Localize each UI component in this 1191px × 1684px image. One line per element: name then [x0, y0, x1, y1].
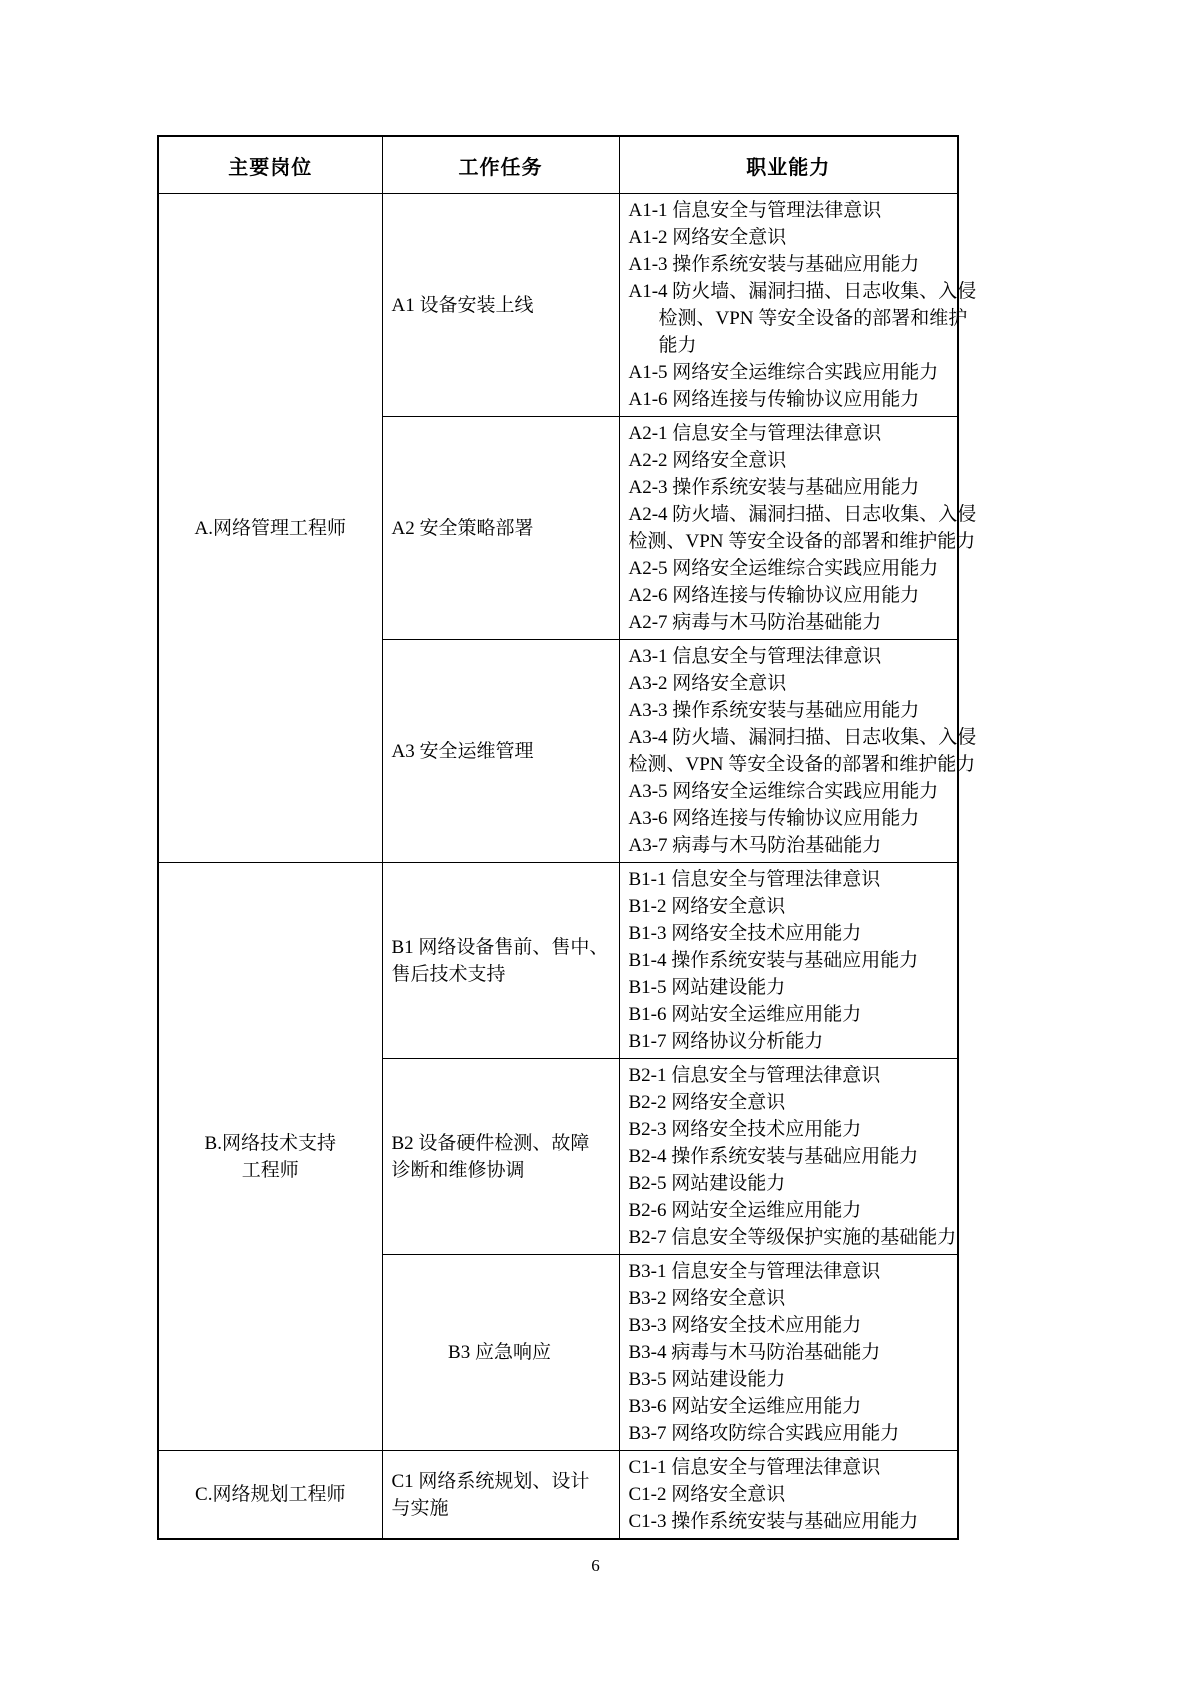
task-cell: [382, 1255, 619, 1451]
task-label: 与实施: [391, 1497, 449, 1519]
ability-cell: [619, 417, 977, 640]
ability-item: A3-6 网络连接与传输协议应用能力: [628, 808, 920, 829]
task-cell: [382, 417, 619, 640]
table-row: [158, 863, 958, 1059]
ability-cell: [619, 640, 977, 863]
position-cell: [158, 194, 382, 863]
ability-item: 检测、VPN 等安全设备的部署和维护能力: [628, 754, 976, 775]
ability-item: 能力: [658, 335, 697, 356]
ability-cell: [619, 194, 977, 417]
header-cell-ability: 职业能力: [619, 136, 958, 194]
ability-item: A1-3 操作系统安装与基础应用能力: [628, 254, 920, 275]
ability-item: B1-2 网络安全意识: [628, 896, 786, 917]
ability-cell: [619, 1451, 958, 1540]
task-label: A1 设备安装上线: [391, 294, 534, 316]
ability-item: B1-1 信息安全与管理法律意识: [628, 869, 881, 890]
ability-item: A2-6 网络连接与传输协议应用能力: [628, 585, 920, 606]
task-label: B1 网络设备售前、售中、: [391, 936, 609, 958]
ability-item: B2-7 信息安全等级保护实施的基础能力: [628, 1227, 957, 1248]
ability-item: A2-1 信息安全与管理法律意识: [628, 423, 882, 444]
ability-item: 检测、VPN 等安全设备的部署和维护能力: [628, 531, 976, 552]
table-row: [158, 194, 958, 417]
ability-item: B1-7 网络协议分析能力: [628, 1031, 824, 1052]
ability-item: A3-5 网络安全运维综合实践应用能力: [628, 781, 939, 802]
position-cell: [158, 863, 382, 1451]
page-number: 6: [591, 1556, 600, 1575]
ability-item: A3-7 病毒与木马防治基础能力: [628, 835, 882, 856]
table-row: [158, 1451, 958, 1540]
ability-item: A1-6 网络连接与传输协议应用能力: [628, 389, 920, 410]
ability-item: B3-4 病毒与木马防治基础能力: [628, 1342, 881, 1363]
ability-item: C1-1 信息安全与管理法律意识: [628, 1457, 881, 1478]
ability-item: 检测、VPN 等安全设备的部署和维护: [658, 308, 968, 329]
ability-item: A3-4 防火墙、漏洞扫描、日志收集、入侵: [628, 727, 977, 748]
skills-table: [157, 135, 977, 1540]
ability-item: B1-4 操作系统安装与基础应用能力: [628, 950, 919, 971]
ability-item: B2-2 网络安全意识: [628, 1092, 786, 1113]
ability-item: A1-2 网络安全意识: [628, 227, 787, 248]
table-header-row: [158, 136, 958, 194]
ability-item: B2-5 网站建设能力: [628, 1173, 786, 1194]
position-label: B.网络技术支持: [204, 1132, 336, 1154]
ability-item: A1-4 防火墙、漏洞扫描、日志收集、入侵: [628, 281, 977, 302]
ability-item: B3-7 网络攻防综合实践应用能力: [628, 1423, 900, 1444]
header-cell-position: 主要岗位: [158, 136, 382, 194]
ability-item: B3-3 网络安全技术应用能力: [628, 1315, 862, 1336]
ability-item: A1-5 网络安全运维综合实践应用能力: [628, 362, 939, 383]
ability-item: B3-5 网站建设能力: [628, 1369, 786, 1390]
ability-item: A2-4 防火墙、漏洞扫描、日志收集、入侵: [628, 504, 977, 525]
ability-cell: [619, 863, 958, 1059]
task-cell: [382, 1059, 619, 1255]
ability-item: B3-6 网站安全运维应用能力: [628, 1396, 862, 1417]
position-label: A.网络管理工程师: [194, 517, 346, 539]
task-cell: [382, 194, 619, 417]
position-cell: [158, 1451, 382, 1540]
ability-item: B2-1 信息安全与管理法律意识: [628, 1065, 881, 1086]
task-cell: [382, 640, 619, 863]
ability-item: A3-1 信息安全与管理法律意识: [628, 646, 882, 667]
ability-item: B3-2 网络安全意识: [628, 1288, 786, 1309]
ability-item: A2-2 网络安全意识: [628, 450, 787, 471]
ability-item: A2-3 操作系统安装与基础应用能力: [628, 477, 920, 498]
ability-item: B1-5 网站建设能力: [628, 977, 786, 998]
ability-cell: [619, 1255, 958, 1451]
ability-item: B3-1 信息安全与管理法律意识: [628, 1261, 881, 1282]
ability-item: A3-3 操作系统安装与基础应用能力: [628, 700, 920, 721]
ability-item: A2-7 病毒与木马防治基础能力: [628, 612, 882, 633]
task-label: A3 安全运维管理: [391, 740, 534, 762]
ability-item: C1-3 操作系统安装与基础应用能力: [628, 1511, 919, 1532]
task-label: A2 安全策略部署: [391, 517, 534, 539]
ability-item: A1-1 信息安全与管理法律意识: [628, 200, 882, 221]
task-label: 诊断和维修协调: [391, 1159, 525, 1181]
ability-item: B1-6 网站安全运维应用能力: [628, 1004, 862, 1025]
task-cell: [382, 1451, 619, 1540]
ability-item: A3-2 网络安全意识: [628, 673, 787, 694]
task-label: B3 应急响应: [448, 1342, 551, 1363]
position-label: 工程师: [241, 1159, 299, 1181]
task-label: 售后技术支持: [391, 963, 506, 985]
task-label: C1 网络系统规划、设计: [391, 1470, 590, 1492]
ability-item: B2-6 网站安全运维应用能力: [628, 1200, 862, 1221]
ability-item: B1-3 网络安全技术应用能力: [628, 923, 862, 944]
ability-cell: [619, 1059, 958, 1255]
task-cell: [382, 863, 619, 1059]
ability-item: A2-5 网络安全运维综合实践应用能力: [628, 558, 939, 579]
position-label: C.网络规划工程师: [195, 1484, 346, 1505]
task-label: B2 设备硬件检测、故障: [391, 1132, 590, 1154]
ability-item: C1-2 网络安全意识: [628, 1484, 786, 1505]
ability-item: B2-3 网络安全技术应用能力: [628, 1119, 862, 1140]
ability-item: B2-4 操作系统安装与基础应用能力: [628, 1146, 919, 1167]
header-cell-task: 工作任务: [382, 136, 619, 194]
